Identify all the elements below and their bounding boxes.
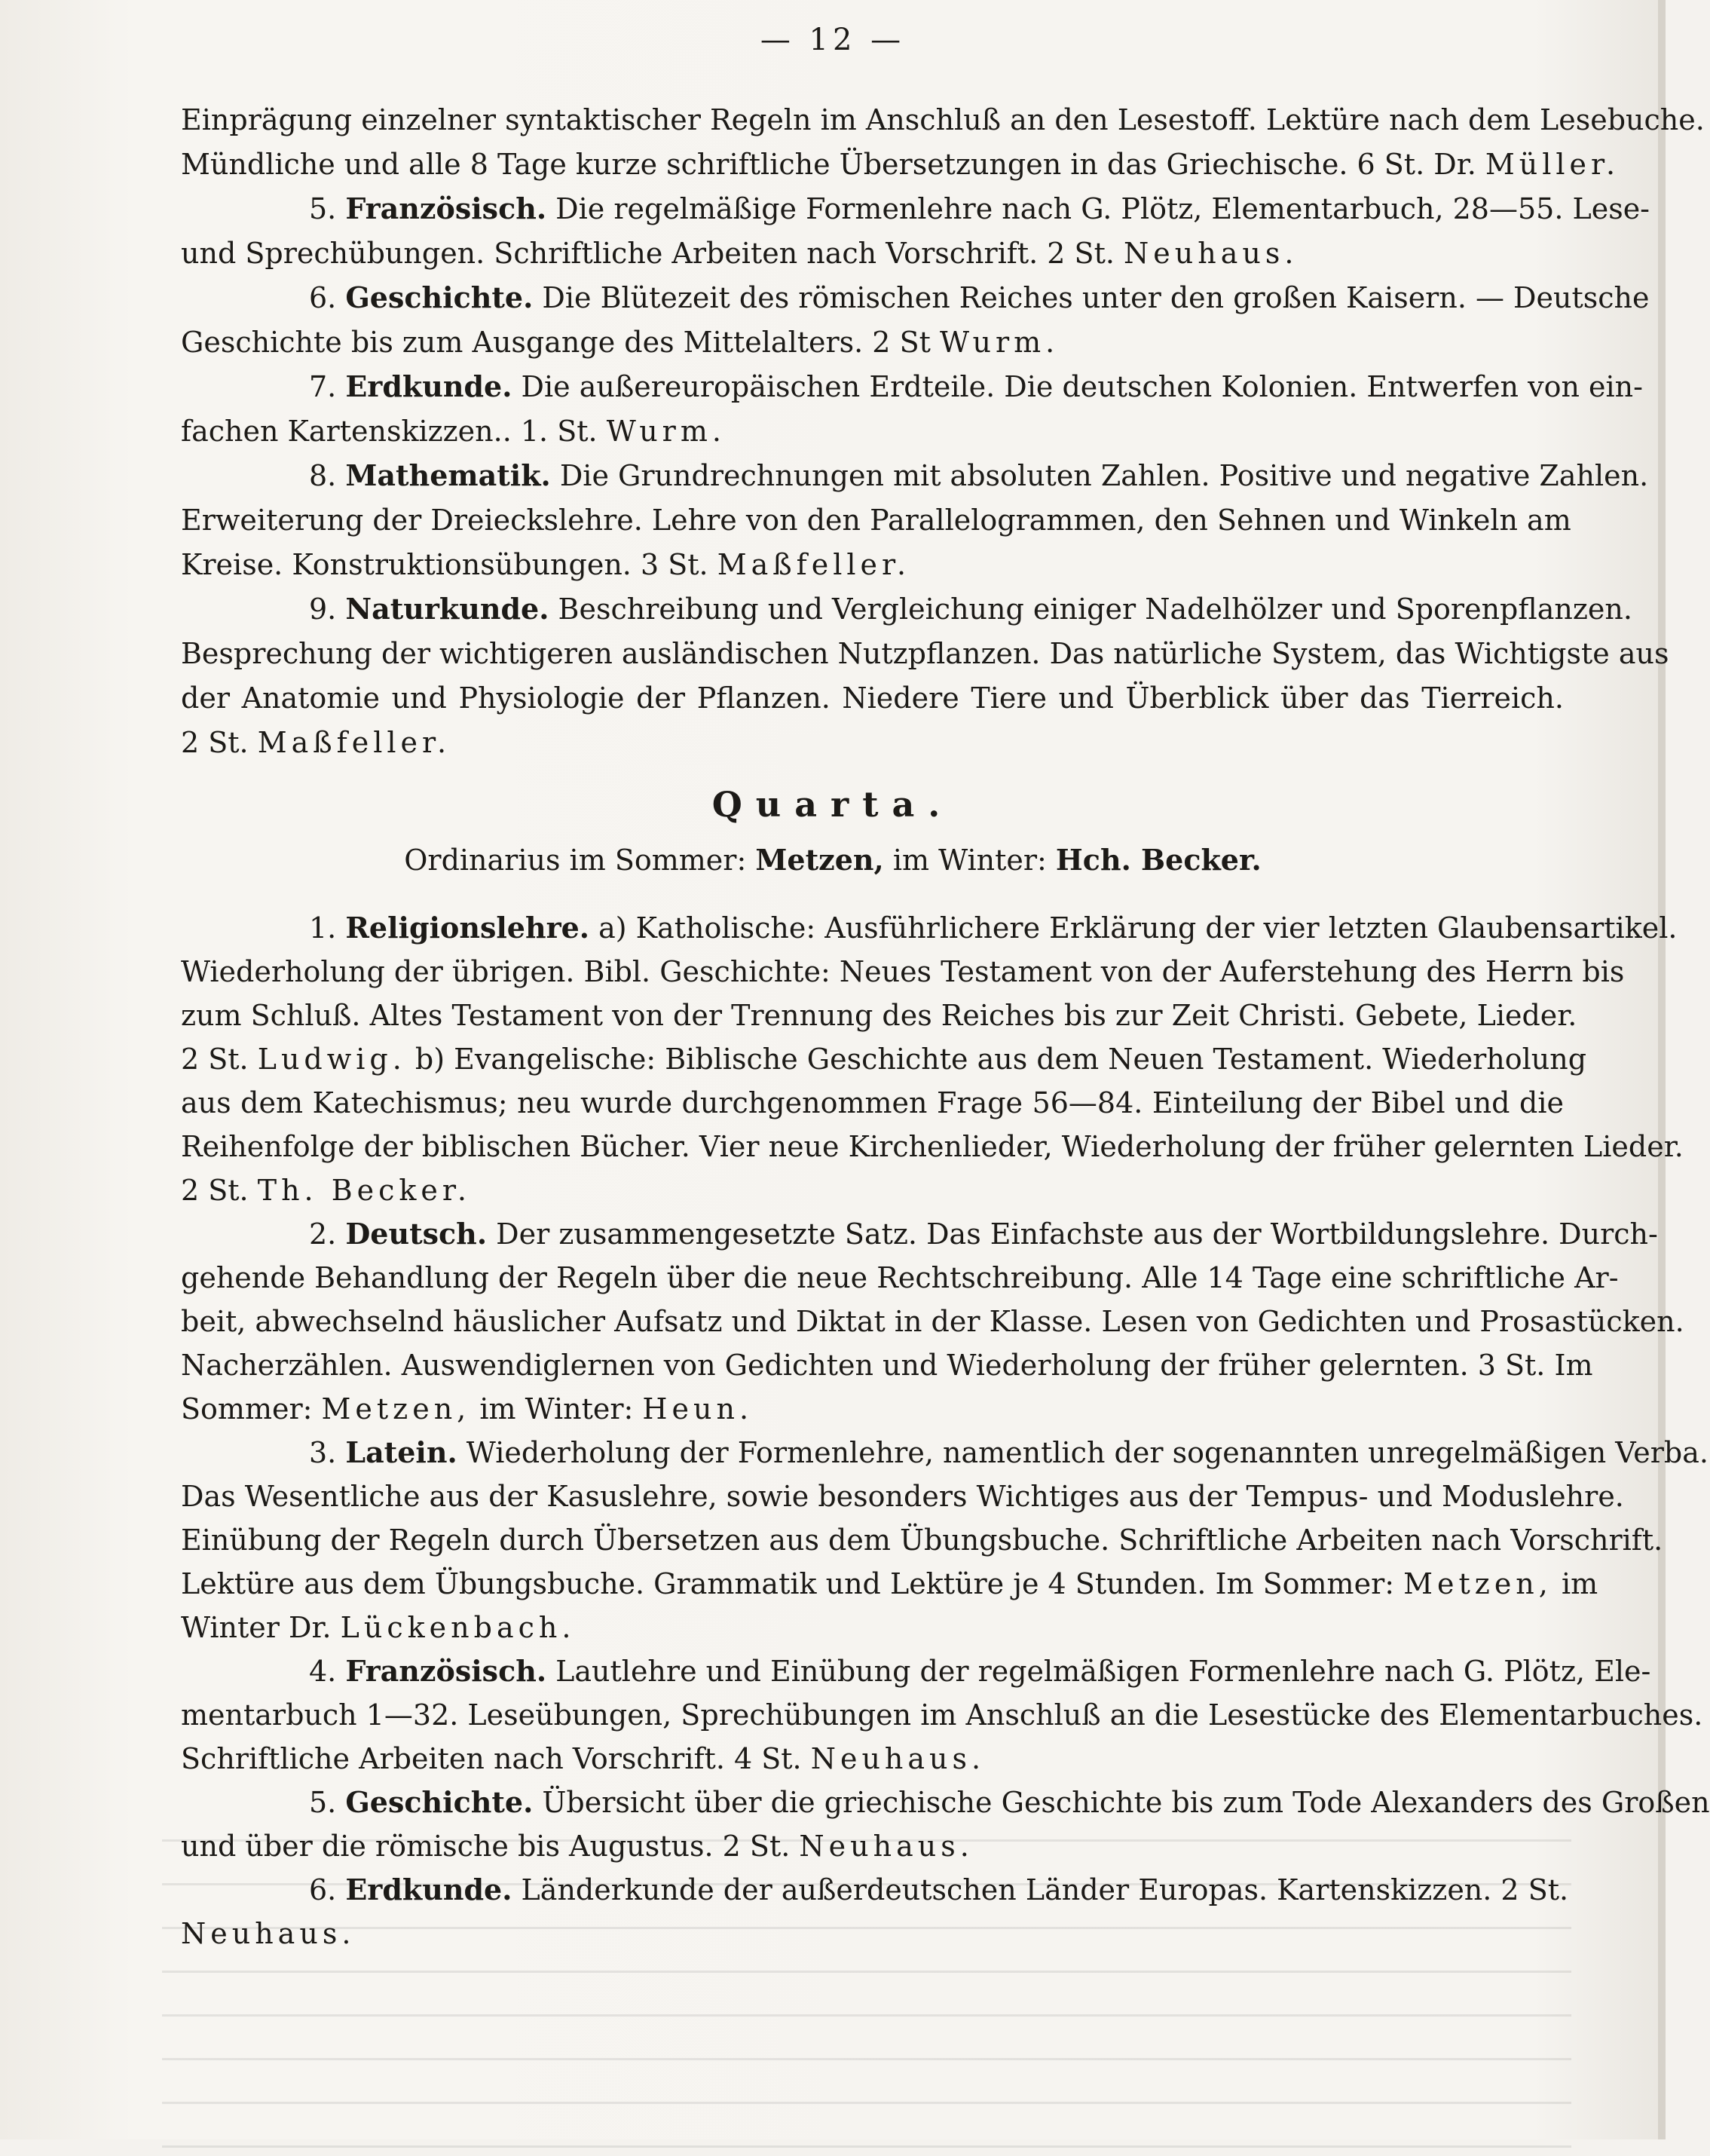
text-line xyxy=(181,1606,1564,1649)
text-line xyxy=(181,1300,1684,1343)
text-run: 3. xyxy=(309,1436,346,1469)
text-line xyxy=(181,142,1620,186)
text-line xyxy=(181,1912,1564,1955)
section-heading: Quarta. xyxy=(711,784,954,825)
text-run: 1. xyxy=(309,911,346,945)
text-run: Geschichte bis zum Ausgange des Mittelalters. 2 St xyxy=(181,326,940,359)
teacher-name: Maßfeller. xyxy=(717,548,911,581)
text-line xyxy=(181,498,1571,542)
text-run: Mündliche und alle 8 Tage kurze schriftliche Übersetzungen in das Griechische. 6 St. Dr. xyxy=(181,148,1485,181)
text-line xyxy=(181,1649,1651,1693)
text-line xyxy=(181,721,1564,764)
text-line xyxy=(181,1168,1564,1212)
text-run: Der zusammengesetzte Satz. Das Einfachste aus der Wortbildungslehre. Durch- xyxy=(487,1217,1658,1251)
text-run: zum Schluß. Altes Testament von der Trennung des Reiches bis zur Zeit Christi. Gebete, Lieder. xyxy=(181,999,1577,1032)
text-run: Lektüre aus dem Übungsbuche. Grammatik und Lektüre je 4 Stunden. Im Sommer: xyxy=(181,1567,1404,1600)
text-run: mentarbuch 1—32. Leseübungen, Sprechübungen im Anschluß an die Lesestücke des Elementarbuches. xyxy=(181,1698,1703,1732)
text-run: 5. xyxy=(309,1786,346,1819)
teacher-name: Lückenbach. xyxy=(340,1611,576,1644)
text-run: Winter Dr. xyxy=(181,1611,341,1644)
text-run: gehende Behandlung der Regeln über die neue Rechtschreibung. Alle 14 Tage eine schriftliche Ar- xyxy=(181,1261,1619,1294)
text-run: und über die römische bis Augustus. 2 St. xyxy=(181,1830,800,1863)
text-line xyxy=(181,1431,1708,1475)
subject-label: Geschichte. xyxy=(345,280,534,314)
text-line xyxy=(181,950,1625,994)
subject-label: Deutsch. xyxy=(345,1217,488,1251)
text-line xyxy=(181,1475,1624,1518)
teacher-name: Müller. xyxy=(1485,148,1620,181)
text-run: Die regelmäßige Formenlehre nach G. Plötz, Elementarbuch, 28—55. Lese- xyxy=(546,192,1650,225)
text-run: Einübung der Regeln durch Übersetzen aus dem Übungsbuche. Schriftliche Arbeiten nach Vorschrift. xyxy=(181,1524,1663,1557)
text-line xyxy=(181,365,1643,409)
text-run: 6. xyxy=(309,1873,346,1906)
text-line xyxy=(181,1125,1684,1168)
text-run: und Sprechübungen. Schriftliche Arbeiten nach Vorschrift. 2 St. xyxy=(181,237,1124,270)
text-run: Kreise. Konstruktionsübungen. 3 St. xyxy=(181,548,717,581)
text-run: 4. xyxy=(309,1655,346,1688)
text-run: 2 St. xyxy=(181,1174,258,1207)
subject-label: Französisch. xyxy=(345,191,547,225)
text-run: Reihenfolge der biblischen Bücher. Vier neue Kirchenlieder, Wiederholung der früher gelernten Lieder. xyxy=(181,1130,1684,1163)
text-run: aus dem Katechismus; neu wurde durchgenommen Frage 56—84. Einteilung der Bibel und die xyxy=(181,1086,1564,1119)
teacher-name: Maßfeller. xyxy=(257,726,451,759)
page-number: — 12 — xyxy=(760,23,906,57)
text-line xyxy=(181,1781,1710,1824)
text-line xyxy=(181,1387,1564,1431)
text-line xyxy=(181,1693,1703,1737)
text-run: fachen Kartenskizzen.. 1. St. xyxy=(181,415,607,448)
text-line xyxy=(181,1037,1587,1081)
text-line xyxy=(181,906,1678,950)
text-line xyxy=(181,587,1632,631)
text-run: 6. xyxy=(309,281,346,314)
text-run: Einprägung einzelner syntaktischer Regeln im Anschluß an den Lesestoff. Lektüre nach dem Lesebuche. xyxy=(181,103,1705,136)
text-line xyxy=(181,676,1564,720)
text-run: 9. xyxy=(309,593,346,626)
subject-label: Mathematik. xyxy=(345,458,551,492)
text-line xyxy=(181,1824,1564,1868)
ordinarius-summer: Metzen, xyxy=(755,843,884,877)
text-run: 2 St. xyxy=(181,1043,258,1076)
text-run: beit, abwechselnd häuslicher Aufsatz und Diktat in der Klasse. Lesen von Gedichten und Prosastücken. xyxy=(181,1305,1684,1338)
text-line xyxy=(181,1081,1564,1125)
text-line xyxy=(181,1737,1564,1781)
teacher-name: Metzen, xyxy=(321,1392,471,1426)
text-run: 2. xyxy=(309,1217,346,1251)
text-run: Die Grundrechnungen mit absoluten Zahlen. Positive und negative Zahlen. xyxy=(550,459,1649,492)
subject-label: Erdkunde. xyxy=(345,369,512,403)
teacher-name: Heun. xyxy=(642,1392,754,1426)
text-line xyxy=(181,276,1650,320)
text-line xyxy=(181,1343,1593,1387)
ordinarius-middle: im Winter: xyxy=(883,844,1056,877)
ordinarius-winter: Hch. Becker. xyxy=(1055,843,1262,877)
text-line xyxy=(181,543,1564,586)
text-run: Besprechung der wichtigeren ausländischen Nutzpflanzen. Das natürliche System, das Wichtigste aus xyxy=(181,637,1669,670)
text-line xyxy=(181,1562,1598,1606)
subject-label: Erdkunde. xyxy=(345,1873,512,1906)
text-run: der Anatomie und Physiologie der Pflanzen. Niedere Tiere und Überblick über das Tierreich. xyxy=(181,681,1564,715)
text-line xyxy=(181,320,1564,364)
text-run: 5. xyxy=(309,192,346,225)
text-run: 2 St. xyxy=(181,726,258,759)
subject-label: Naturkunde. xyxy=(345,592,549,626)
text-run: im Winter: xyxy=(470,1392,643,1426)
teacher-name: Neuhaus. xyxy=(810,1742,986,1775)
text-run: Das Wesentliche aus der Kasuslehre, sowie besonders Wichtiges aus der Tempus- und Moduslehre. xyxy=(181,1480,1624,1513)
text-run: Wiederholung der übrigen. Bibl. Geschichte: Neues Testament von der Auferstehung des Herrn bis xyxy=(181,955,1625,988)
teacher-name: Neuhaus. xyxy=(181,1917,356,1950)
text-run: Nacherzählen. Auswendiglernen von Gedichten und Wiederholung der früher gelernten. 3 St. Im xyxy=(181,1349,1593,1382)
text-line xyxy=(181,231,1564,275)
text-run: Sommer: xyxy=(181,1392,322,1426)
teacher-name: Ludwig. xyxy=(257,1043,406,1076)
text-line xyxy=(181,1868,1569,1912)
text-run: Länderkunde der außerdeutschen Länder Europas. Kartenskizzen. 2 St. xyxy=(512,1873,1569,1906)
subject-label: Geschichte. xyxy=(345,1785,534,1819)
text-line xyxy=(181,632,1669,675)
text-line xyxy=(181,187,1650,231)
text-run: 7. xyxy=(309,370,346,403)
ordinarius-prefix: Ordinarius im Sommer: xyxy=(404,844,756,877)
text-run: Die außereuropäischen Erdteile. Die deutschen Kolonien. Entwerfen von ein- xyxy=(512,370,1643,403)
text-line xyxy=(181,98,1705,142)
subject-label: Latein. xyxy=(345,1435,457,1469)
text-run: 8. xyxy=(309,459,346,492)
teacher-name: Wurm. xyxy=(939,326,1060,359)
text-line xyxy=(181,1256,1619,1300)
text-line xyxy=(181,409,1564,453)
text-run: Lautlehre und Einübung der regelmäßigen Formenlehre nach G. Plötz, Ele- xyxy=(546,1655,1651,1688)
text-run: Übersicht über die griechische Geschichte bis zum Tode Alexanders des Großen xyxy=(533,1786,1710,1819)
text-line xyxy=(181,994,1577,1037)
teacher-name: Neuhaus. xyxy=(1124,237,1299,270)
text-line xyxy=(181,1518,1663,1562)
text-line xyxy=(181,454,1649,498)
text-run: Die Blütezeit des römischen Reiches unter den großen Kaisern. — Deutsche xyxy=(533,281,1650,314)
text-run: Wiederholung der Formenlehre, namentlich der sogenannten unregelmäßigen Verba. xyxy=(457,1436,1708,1469)
teacher-name: Neuhaus. xyxy=(799,1830,974,1863)
text-line xyxy=(181,1212,1658,1256)
ordinarius-line xyxy=(0,843,1666,877)
subject-label: Religionslehre. xyxy=(345,911,590,945)
text-run: b) Evangelische: Biblische Geschichte aus dem Neuen Testament. Wiederholung xyxy=(405,1043,1587,1076)
subject-label: Französisch. xyxy=(345,1654,547,1688)
text-run: Beschreibung und Vergleichung einiger Nadelhölzer und Sporenpflanzen. xyxy=(549,593,1632,626)
text-run: im xyxy=(1552,1567,1598,1600)
text-run: Erweiterung der Dreieckslehre. Lehre von den Parallelogrammen, den Sehnen und Winkeln am xyxy=(181,504,1571,537)
teacher-name: Th. Becker. xyxy=(257,1174,471,1207)
text-run: Schriftliche Arbeiten nach Vorschrift. 4 St. xyxy=(181,1742,811,1775)
text-run: a) Katholische: Ausführlichere Erklärung der vier letzten Glaubensartikel. xyxy=(589,911,1678,945)
teacher-name: Metzen, xyxy=(1403,1567,1552,1600)
teacher-name: Wurm. xyxy=(606,415,726,448)
